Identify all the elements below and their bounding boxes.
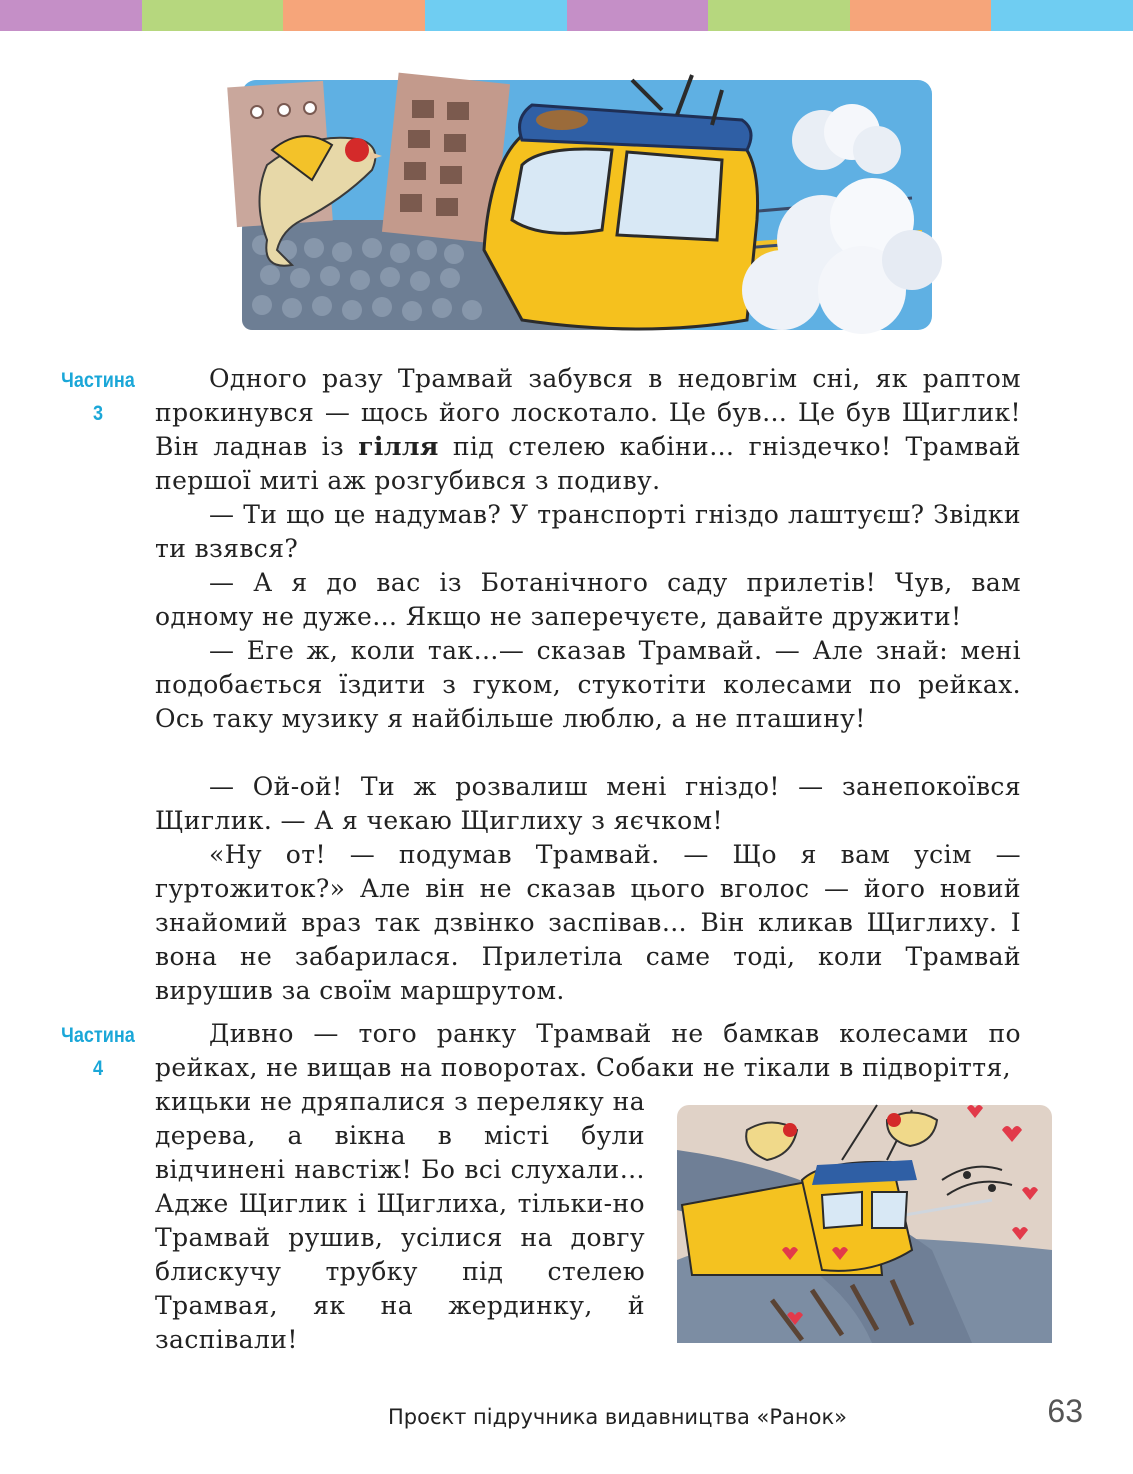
paragraph: — А я до вас із Ботанічного саду прилетів! Чув, вам одному не дуже… Якщо не заперечуєте, давайте дружити!	[155, 568, 1021, 631]
tram-on-rails-illustration	[672, 1100, 1057, 1348]
stripe-segment	[708, 0, 850, 31]
stripe-segment	[142, 0, 284, 31]
text-run: під стелею кабіни… гніздечко! Трамвай першої миті аж розгубився з подиву.	[155, 432, 1021, 495]
section-label-word: Частина	[61, 369, 135, 392]
tram-goldfinch-illustration	[222, 70, 952, 345]
paragraph: Дивно — того ранку Трамвай не бамкав колесами по рейках, не вищав на поворотах. Собаки не тікали в підворіття,	[155, 1019, 1021, 1082]
stripe-segment	[850, 0, 992, 31]
text-run: Одного разу Трамвай забувся в недовгім сні, як раптом прокинувся — щось його лоскотало. Це був… Це був Щиглик! Він ладнав із	[155, 364, 1021, 461]
section-label-part-3	[57, 364, 140, 430]
bold-word: гілля	[358, 432, 439, 461]
section-label-number: 4	[92, 1057, 104, 1080]
section-label-number: 3	[92, 402, 104, 425]
paragraph: кицьки не дряпалися з переляку на дерева, а вікна в місті були відчинені навстіж! Бо всі слухали… Адже Щиглик і Щиглиха, тільки-но Трамвай рушив, усілися на довгу блискучу трубку під стелею Трамвая, як на жердинку, й заспівали!	[155, 1087, 645, 1354]
stripe-segment	[425, 0, 567, 31]
stripe-segment	[991, 0, 1133, 31]
stripe-segment	[567, 0, 709, 31]
stripe-segment	[283, 0, 425, 31]
paragraph	[155, 362, 1021, 498]
paragraph: — Ой-ой! Ти ж розвалиш мені гніздо! — занепокоївся Щиглик. — А я чекаю Щиглиху з яєчком!	[155, 772, 1021, 835]
stripe-segment	[0, 0, 142, 31]
paragraph: «Ну от! — подумав Трамвай. — Що я вам усім — гуртожиток?» Але він не сказав цього вголос — його новий знайомий враз так дзвінко заспівав… Він кликав Щиглиху. І вона не забарилася. Прилетіла саме тоді, коли Трамвай вирушив за своїм маршрутом.	[155, 840, 1021, 1005]
section-label-part-4	[57, 1019, 140, 1085]
section-label-word: Частина	[61, 1024, 135, 1047]
page-number: 63	[1047, 1393, 1083, 1429]
footer-text: Проєкт підручника видавництва «Ранок»	[387, 1405, 848, 1429]
paragraph: — Ти що це надумав? У транспорті гніздо лаштуєш? Звідки ти взявся?	[155, 500, 1021, 563]
color-stripe	[0, 0, 1133, 31]
paragraph: — Еге ж, коли так…— сказав Трамвай. — Але знай: мені подобається їздити з гуком, стукотіти колесами по рейках. Ось таку музику я найбільше люблю, а не пташину!	[155, 636, 1021, 733]
